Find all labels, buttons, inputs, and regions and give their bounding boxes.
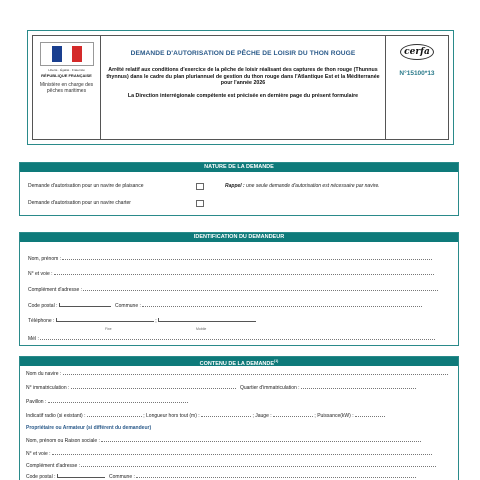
ministry-logo-block bbox=[33, 36, 101, 139]
phone-mobile-field[interactable] bbox=[158, 318, 256, 322]
flag-label: Pavillon : bbox=[26, 399, 47, 405]
power-label: Puissance(kW) : bbox=[317, 413, 354, 419]
content-heading: CONTENU DE LA DEMANDE$^{(1)}$ bbox=[20, 357, 458, 366]
radio-field[interactable] bbox=[87, 412, 142, 417]
registration-label: N° immatriculation : bbox=[26, 385, 70, 391]
rappel-note bbox=[225, 183, 380, 189]
ship-name-label: Nom du navire : bbox=[26, 371, 62, 377]
charter-row bbox=[28, 200, 131, 206]
owner-street-field[interactable] bbox=[52, 450, 432, 455]
complement-label: Complément d'adresse : bbox=[28, 287, 83, 293]
street-label: N° et voie : bbox=[28, 271, 53, 277]
ministry-label: Ministère en charge des pêches maritimes bbox=[39, 82, 94, 94]
phone-fixe-field[interactable] bbox=[56, 318, 154, 322]
marianne-logo bbox=[40, 42, 94, 66]
registration-field[interactable] bbox=[71, 384, 236, 389]
name-field[interactable] bbox=[62, 255, 432, 260]
email-label: Mél : bbox=[28, 336, 39, 342]
owner-postal-label: Code postal : bbox=[26, 474, 56, 480]
nature-heading: NATURE DE LA DEMANDE bbox=[20, 163, 458, 172]
rappel-text: une seule demande d'autorisation est nécessaire par navire. bbox=[246, 183, 380, 189]
owner-name-label: Nom, prénom ou Raison sociale : bbox=[26, 438, 100, 444]
charter-label: Demande d'autorisation pour un navire charter bbox=[28, 200, 131, 206]
commune-label: Commune : bbox=[115, 303, 141, 309]
name-label: Nom, prénom : bbox=[28, 256, 62, 262]
flag-field[interactable] bbox=[48, 398, 188, 403]
form-title: DEMANDE D'AUTORISATION DE PÊCHE DE LOISIR DU THON ROUGE bbox=[130, 50, 356, 57]
owner-street-label: N° et voie : bbox=[26, 451, 51, 457]
quarter-field[interactable] bbox=[301, 384, 416, 389]
nature-section bbox=[19, 162, 459, 216]
owner-commune-label: Commune : bbox=[109, 474, 135, 480]
length-label: Longueur hors tout (m) : bbox=[146, 413, 200, 419]
form-subtitle: Arrêté relatif aux conditions d'exercice de la pêche de loisir réalisant des captures de thon rouge (Thunnus thynnus) dans le cadre du plan pluriannuel de gestion du thon rouge dans l'Atlantique Est et la Méditerranée pour l'année 2026 bbox=[106, 67, 380, 87]
form-direction-note: La Direction interrégionale compétente est précisée en dernière page du présent formulaire bbox=[127, 92, 359, 99]
gauge-label: Jauge : bbox=[255, 413, 272, 419]
owner-heading: Propriétaire ou Armateur (si différent du demandeur) bbox=[26, 425, 152, 431]
cerfa-number: N°15100*13 bbox=[399, 70, 435, 77]
owner-complement-field[interactable] bbox=[81, 462, 436, 467]
charter-checkbox[interactable] bbox=[196, 200, 204, 207]
power-field[interactable] bbox=[355, 412, 385, 417]
identification-heading: IDENTIFICATION DU DEMANDEUR bbox=[20, 233, 458, 242]
commune-field[interactable] bbox=[142, 302, 422, 307]
phone-label: Téléphone : bbox=[28, 318, 55, 324]
email-field[interactable] bbox=[40, 335, 435, 340]
form-header bbox=[27, 30, 454, 145]
length-field[interactable] bbox=[201, 412, 251, 417]
plaisance-label: Demande d'autorisation pour un navire de plaisance bbox=[28, 183, 144, 189]
owner-name-field[interactable] bbox=[101, 437, 421, 442]
plaisance-row bbox=[28, 183, 143, 189]
gauge-field[interactable] bbox=[273, 412, 313, 417]
postal-label: Code postal : bbox=[28, 303, 58, 309]
mobile-caption: Mobile bbox=[196, 327, 207, 331]
rappel-label: Rappel : bbox=[225, 183, 245, 189]
plaisance-checkbox[interactable] bbox=[196, 183, 204, 190]
complement-field[interactable] bbox=[83, 286, 438, 291]
owner-complement-label: Complément d'adresse : bbox=[26, 463, 81, 469]
ship-name-field[interactable] bbox=[63, 370, 448, 375]
republic-motto: Liberté · Égalité · Fraternité bbox=[48, 68, 85, 72]
owner-postal-field[interactable] bbox=[57, 474, 105, 478]
quarter-label: Quartier d'immatriculation : bbox=[239, 385, 300, 391]
content-section: CONTENU DE LA DEMANDE$^{(1)}$ Nom du navire : N° immatriculation : Quartier d'immatriculation : Pavillon : Indicatif radio (si existant) : ; Longueur hors tout (m) : ; Jauge : ; Puissance(kW) : Propriétaire ou Armateur (si différent du demandeur) Nom, prénom ou Raison sociale : N° et voie : Complément d'adresse : Code postal : Commune : bbox=[19, 356, 459, 480]
owner-commune-field[interactable] bbox=[136, 473, 416, 478]
republic-label: RÉPUBLIQUE FRANÇAISE bbox=[41, 73, 92, 78]
radio-label: Indicatif radio (si existant) : bbox=[26, 413, 86, 419]
identification-section: IDENTIFICATION DU DEMANDEUR Nom, prénom : N° et voie : Complément d'adresse : Code postal : Commune : Téléphone : ; Fixe Mobile Mél : bbox=[19, 232, 459, 346]
fixe-caption: Fixe bbox=[105, 327, 112, 331]
cerfa-logo: cerfa bbox=[400, 44, 434, 60]
postal-field[interactable] bbox=[59, 303, 111, 307]
street-field[interactable] bbox=[54, 270, 434, 275]
